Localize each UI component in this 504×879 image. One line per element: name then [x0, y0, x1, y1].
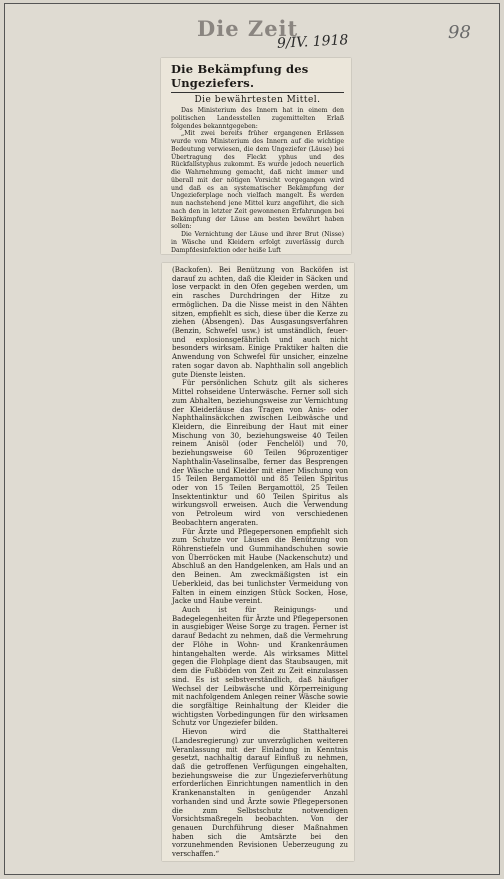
clipping-bottom	[162, 263, 354, 861]
article-paragraph: Für Ärzte und Pflegepersonen empfiehlt sich zum Schutze vor Läusen die Benützung von Röhrenstiefeln und Gummihandschuhen sowie von Überröcken mit Haube (Nackenschutz) und Abschluß an den Handgelenken, am Hals und an den Beinen. Am zweckmäßigsten ist ein Ueberkleid, das bei tunlichster Vermeidung von Falten in einem einzigen Stück Socken, Hose, Jacke und Haube vereint.	[172, 527, 348, 606]
clipping-top	[161, 58, 351, 254]
handwritten-page-number: 98	[448, 22, 471, 43]
article-paragraph: Das Ministerium des Innern hat in einem den politischen Landesstellen zugemittelten Erlaß folgendes bekanntgegeben:	[171, 107, 344, 130]
article-subtitle: Die bewährtesten Mittel.	[194, 95, 321, 105]
newspaper-masthead: Die Zeit	[197, 16, 299, 41]
handwritten-date: 9/IV. 1918	[276, 32, 349, 52]
article-title: Die Bekämpfung des Ungeziefers.	[171, 62, 344, 93]
article-paragraph: „Mit zwei bereits früher ergangenen Erlässen wurde vom Ministerium des Innern auf die wichtige Bedeutung verwiesen, die dem Ungeziefer (Läuse) bei Übertragung des Fleckt yphus und des Rückfallstyphus zukommt. Es wurde jedoch neuerlich die Wahrnehmung gemacht, daß nicht immer und überall mit der nötigen Vorsicht vorgegangen wird und daß es an systematischer Bekämpfung der Ungezieferplage noch vielfach mangelt. Es werden nun nachstehend jene Mittel kurz angeführt, die sich nach den in letzter Zeit gewonnenen Erfahrungen bei Bekämpfung der Läuse am besten bewährt haben sollen:	[171, 130, 344, 231]
article-paragraph: (Backofen). Bei Benützung von Backöfen ist darauf zu achten, daß die Kleider in Säcken und lose verpackt in den Ofen gegeben werden, um ein rasches Durchdringen der Hitze zu ermöglichen. Da die Nisse meist in den Nähten sitzen, empfiehlt es sich, diese über die Kerze zu ziehen (Absengen). Das Ausgasungsverfahren (Benzin, Schwefel usw.) ist umständlich, feuer- und explosionsgefährlich und auch nicht besonders wirksam. Einige Praktiker halten die Anwendung von Schwefel für unsicher, einzelne raten sogar davon ab. Naphthalin soll angeblich gute Dienste leisten.	[172, 266, 348, 379]
article-paragraph: Hievon wird die Statthalterei (Landesregierung) zur unverzüglichen weiteren Veranlassung mit der Einladung in Kenntnis gesetzt, nachhaltig darauf Einfluß zu nehmen, daß die getroffenen Verfügungen eingehalten, beziehungsweise die zur Ungezieferverhütung erforderlichen Einrichtungen namentlich in den Krankenanstalten in genügender Anzahl vorhanden sind und Ärzte sowie Pflegepersonen die zum Selbstschutz notwendigen Vorsichtsmaßregeln beobachten. Von der genauen Durchführung dieser Maßnahmen haben sich die Amtsärzte bei den vorzunehmenden Revisionen Ueberzeugung zu verschaffen.“	[172, 728, 348, 859]
article-paragraph: Auch ist für Reinigungs- und Badegelegenheiten für Ärzte und Pflegepersonen in ausgiebiger Weise Sorge zu tragen. Ferner ist darauf Bedacht zu nehmen, daß die Vermehrung der Flöhe in Wohn- und Krankenräumen hintangehalten werde. Als wirksames Mittel gegen die Flohplage dient das Staubsaugen, mit dem die Fußböden von Zeit zu Zeit einzulassen sind. Es ist selbstverständlich, daß häufiger Wechsel der Leibwäsche und Körperreinigung mit nachfolgendem Anlegen reiner Wäsche sowie die sorgfältige Reinhaltung der Kleider die wichtigsten Vorbedingungen für den wirksamen Schutz vor Ungeziefer bilden.	[172, 606, 348, 728]
article-paragraph: Die Vernichtung der Läuse und ihrer Brut (Nisse) in Wäsche und Kleidern erfolgt zuverlässig durch Dampfdesinfektion oder heiße Luft	[171, 231, 344, 254]
archive-sheet	[4, 3, 500, 875]
article-paragraph: Für persönlichen Schutz gilt als sicheres Mittel rohseidene Unterwäsche. Ferner soll sich zum Abhalten, beziehungsweise zur Vernichtung der Kleiderläuse das Tragen von Anis- oder Naphthalinsäckchen zwischen Leibwäsche und Kleidern, die Einreibung der Haut mit einer Mischung von 30, beziehungsweise 40 Teilen reinem Anisöl (oder Fenchelöl) und 70, beziehungsweise 60 Teilen 96prozentiger Naphthalin-Vaselinsalbe, ferner das Besprengen der Wäsche und Kleider mit einer Mischung von 15 Teilen Bergamottöl und 85 Teilen Spiritus oder von 15 Teilen Bergamottöl, 25 Teilen Insektentinktur und 60 Teilen Spiritus als wirkungsvoll erweisen. Auch die Verwendung von Petroleum wird von verschiedenen Beobachtern angeraten.	[172, 379, 348, 527]
